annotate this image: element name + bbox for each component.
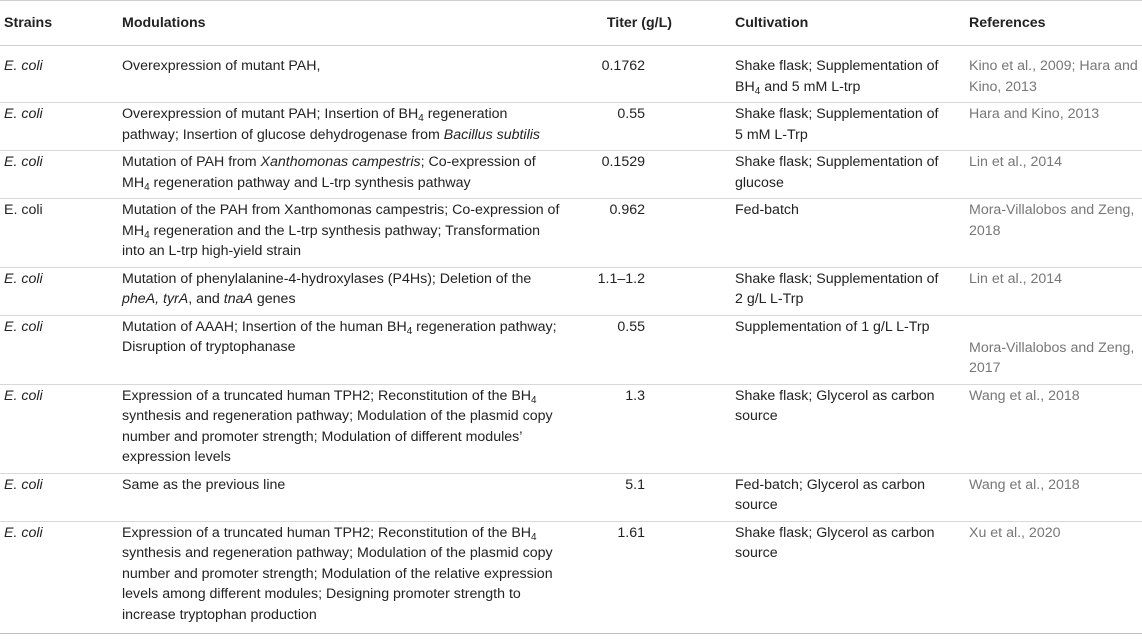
cell-modulation: [110, 521, 560, 634]
text-segment: 4: [144, 229, 150, 241]
text-segment: Expression of a truncated human TPH2; Reconstitution of the BH: [122, 387, 532, 404]
text-segment: Mutation of phenylalanine-4-hydroxylases (P4Hs); Deletion of the: [122, 270, 532, 287]
text-segment: regeneration pathway; Disruption of tryptophanase: [122, 318, 557, 355]
table-row: [0, 199, 1142, 268]
cell-reference: Hara and Kino, 2013: [954, 103, 1142, 151]
text-segment: regeneration pathway; Insertion of glucose dehydrogenase from: [122, 106, 508, 143]
cell-cultivation: [692, 315, 954, 384]
cell-strain: E. coli: [0, 151, 110, 199]
cell-modulation: [110, 267, 560, 315]
cell-strain: E. coli: [4, 58, 43, 74]
table-row: [0, 46, 1142, 103]
cell-cultivation: [692, 103, 954, 151]
cell-cultivation: [692, 384, 954, 473]
text-segment: 4: [144, 181, 150, 193]
text-segment: regeneration and the L-trp synthesis pathway; Transformation into an L-trp high-yield strain: [122, 222, 540, 259]
table-row: [0, 151, 1142, 199]
cell-titer: 0.55: [560, 103, 692, 151]
text-segment: 4: [754, 85, 761, 97]
cell-titer: 1.61: [560, 521, 692, 634]
cell-modulation: [110, 199, 560, 268]
table-row: [0, 315, 1142, 384]
table-header: [0, 1, 1142, 46]
text-segment: Xanthomonas campestris: [260, 154, 421, 170]
text-segment: Fed-batch; Glycerol as carbon source: [735, 476, 926, 513]
text-segment: Fed-batch: [735, 202, 799, 218]
cell-titer: 1.1–1.2: [560, 267, 692, 315]
table-row: [0, 521, 1142, 634]
cell-titer: 5.1: [560, 473, 692, 521]
table-body: [0, 46, 1142, 634]
cell-strain: E. coli: [0, 103, 110, 151]
text-segment: Supplementation of 1 g/L L-Trp: [735, 318, 930, 335]
cell-titer: 0.962: [560, 199, 692, 268]
cell-modulation: [110, 384, 560, 473]
cell-reference: Kino et al., 2009; Hara and Kino, 2013: [969, 58, 1138, 95]
text-segment: Overexpression of mutant PAH; Insertion of BH: [122, 106, 419, 122]
cell-titer: 1.3: [560, 384, 692, 473]
text-segment: 4: [531, 394, 537, 406]
header-modulations: Modulations: [110, 1, 560, 46]
header-references: References: [954, 1, 1142, 46]
header-strains: Strains: [0, 1, 110, 46]
cell-strain: E. coli: [0, 521, 110, 634]
text-segment: genes: [252, 291, 296, 307]
text-segment: ; Co-expression of MH: [122, 154, 536, 191]
cell-cultivation: [692, 199, 954, 268]
cell-cultivation: [692, 473, 954, 521]
text-segment: 4: [531, 531, 537, 543]
cell-titer: 0.55: [560, 315, 692, 384]
cell-reference: Xu et al., 2020: [954, 521, 1142, 634]
cell-modulation: [110, 103, 560, 151]
cell-reference: Mora-Villalobos and Zeng, 2018: [954, 199, 1142, 268]
text-segment: , and: [188, 291, 224, 307]
cell-strain: E. coli: [0, 473, 110, 521]
cell-modulation: [110, 151, 560, 199]
cell-strain: E. coli: [0, 315, 110, 384]
cell-reference: Lin et al., 2014: [954, 267, 1142, 315]
cell-cultivation: [692, 46, 954, 103]
text-segment: Mutation of AAAH; Insertion of the human BH: [122, 318, 407, 335]
text-segment: Same as the previous line: [122, 476, 286, 493]
text-segment: pheA, tyrA: [122, 291, 189, 307]
text-segment: synthesis and regeneration pathway; Modulation of the plasmid copy number and promoter strength; Modulation of different modules’ expression levels: [122, 408, 553, 465]
cell-reference: Wang et al., 2018: [954, 384, 1142, 473]
text-segment: Shake flask; Supplementation of BH: [735, 58, 939, 95]
text-segment: and 5 mM L-trp: [760, 78, 861, 95]
table-row: [0, 384, 1142, 473]
table-row: [0, 103, 1142, 151]
text-segment: Bacillus subtilis: [443, 126, 540, 143]
cell-modulation: [110, 473, 560, 521]
text-segment: Shake flask; Glycerol as carbon source: [735, 524, 935, 561]
text-segment: Shake flask; Supplementation of 2 g/L L-Trp: [735, 270, 939, 307]
cell-titer: 0.1762: [601, 58, 645, 74]
cell-cultivation: [692, 521, 954, 634]
text-segment: Mutation of PAH from: [122, 154, 261, 170]
cell-reference: Mora-Villalobos and Zeng, 2017: [954, 315, 1142, 384]
header-row: [0, 1, 1142, 46]
table-row: [0, 267, 1142, 315]
text-segment: 4: [406, 325, 413, 337]
text-segment: Shake flask; Glycerol as carbon source: [735, 387, 935, 424]
cell-modulation: [110, 315, 560, 384]
cell-reference: Wang et al., 2018: [954, 473, 1142, 521]
cell-cultivation: [692, 267, 954, 315]
cell-strain: E. coli: [0, 199, 110, 268]
cell-cultivation: [692, 151, 954, 199]
text-segment: Expression of a truncated human TPH2; Reconstitution of the BH: [122, 524, 532, 541]
cell-titer: 0.1529: [560, 151, 692, 199]
cell-modulation: [110, 46, 560, 103]
cell-strain: E. coli: [0, 384, 110, 473]
header-titer: Titer (g/L): [560, 1, 692, 46]
text-segment: Shake flask; Supplementation of 5 mM L-Trp: [735, 106, 939, 143]
text-segment: 4: [418, 113, 424, 124]
cell-strain: E. coli: [0, 267, 110, 315]
cell-reference: Lin et al., 2014: [954, 151, 1142, 199]
text-segment: Overexpression of mutant PAH,: [122, 58, 321, 74]
text-segment: Shake flask; Supplementation of glucose: [735, 154, 939, 191]
text-segment: regeneration pathway and L-trp synthesis pathway: [149, 174, 471, 191]
text-segment: synthesis and regeneration pathway; Modulation of the plasmid copy number and promoter strength; Modulation of the relative expression levels among different modules; Designing promoter strength to increase tryptophan production: [122, 545, 553, 623]
text-segment: tnaA: [223, 291, 253, 307]
header-cultivation: Cultivation: [692, 1, 954, 46]
table-row: [0, 473, 1142, 521]
text-segment: Mutation of the PAH from Xanthomonas campestris; Co-expression of MH: [122, 202, 560, 239]
